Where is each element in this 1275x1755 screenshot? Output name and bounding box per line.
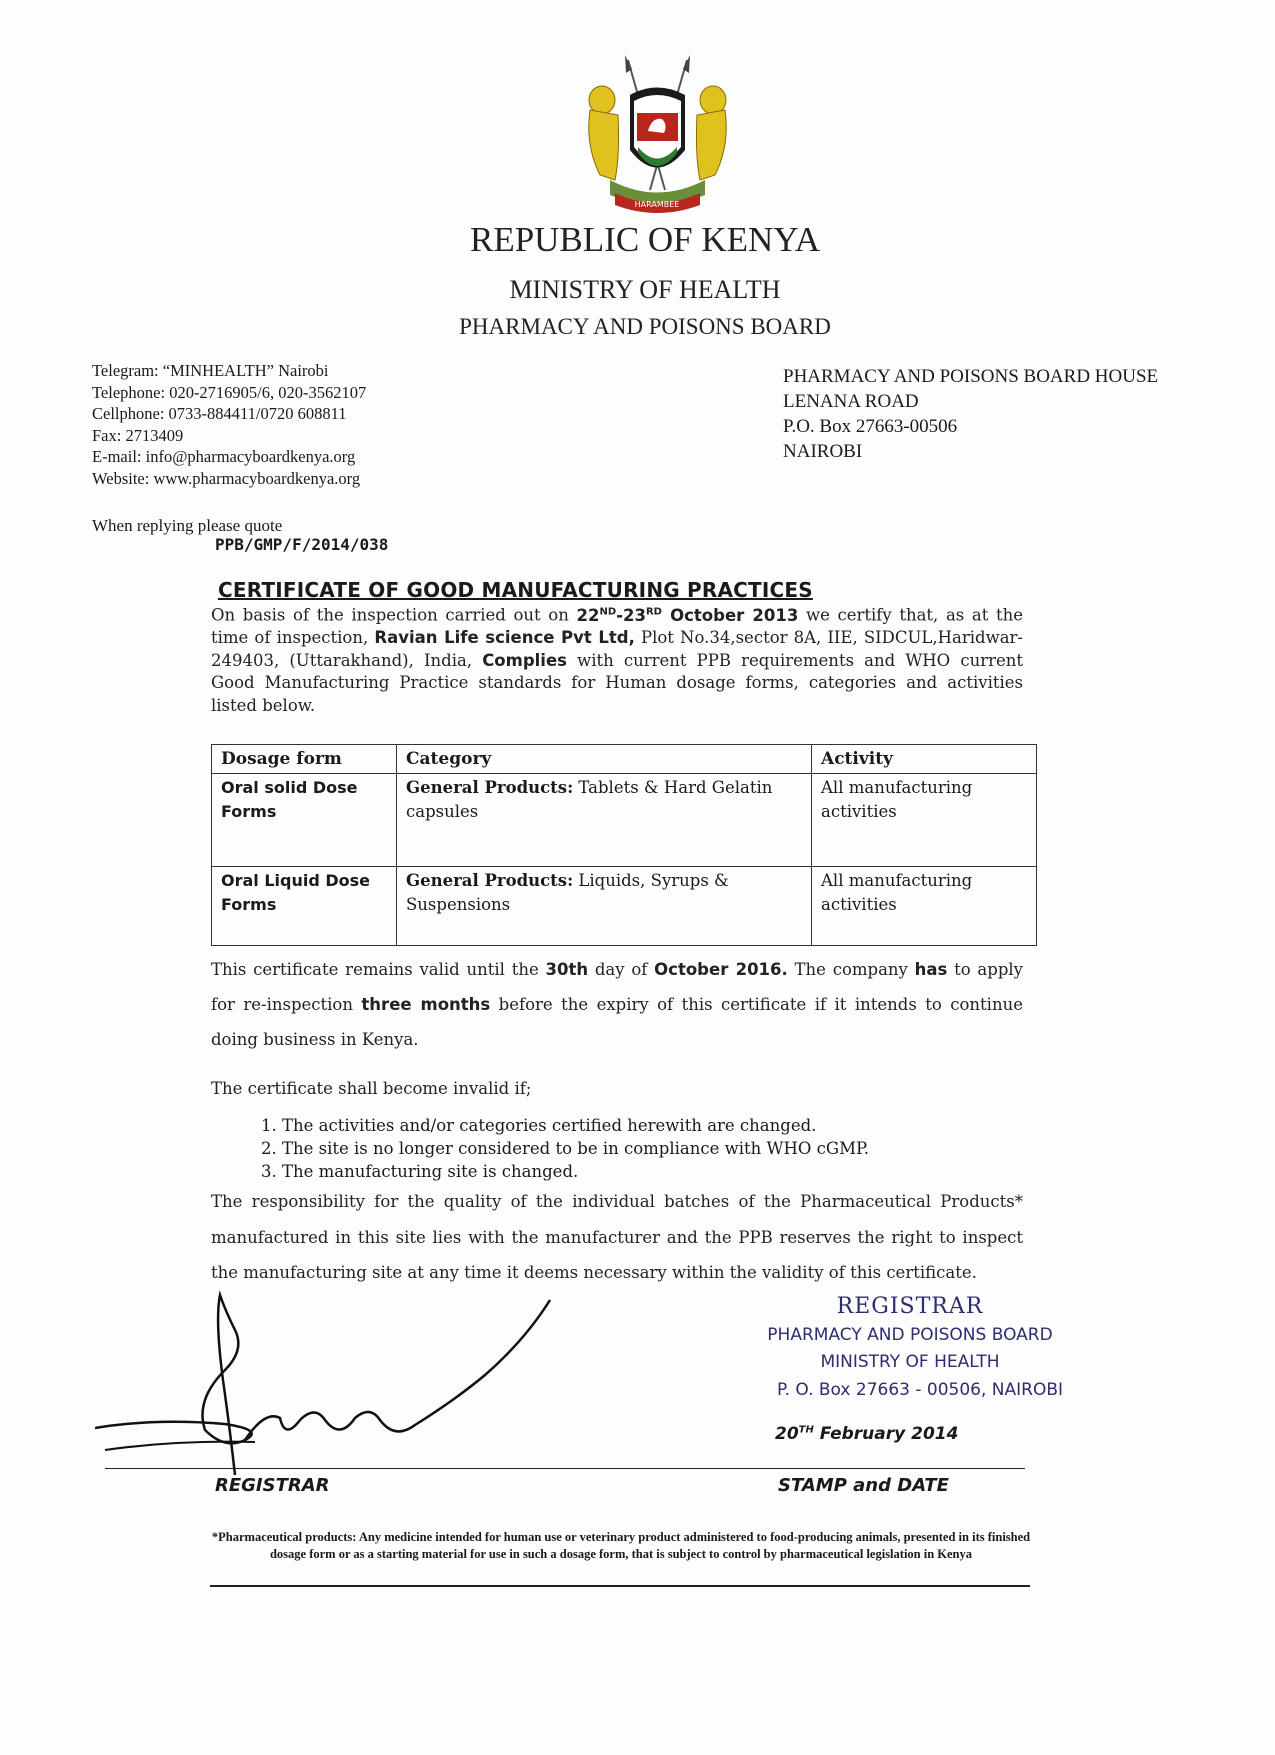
address-line: PHARMACY AND POISONS BOARD HOUSE bbox=[783, 366, 1159, 387]
validity-text: day of bbox=[588, 960, 655, 979]
website: Website: www.pharmacyboardkenya.org bbox=[92, 468, 361, 488]
stamp-registrar: REGISTRAR bbox=[836, 1294, 984, 1319]
column-header: Activity bbox=[812, 745, 1037, 774]
gmp-scope-table bbox=[211, 744, 1037, 946]
has-word: has bbox=[914, 960, 948, 979]
signature-line bbox=[105, 1468, 1025, 1469]
responsibility-paragraph: The responsibility for the quality of the individual batches of the Pharmaceutical Products* manufactured in this site lies with the manufacturer and the PPB reserves the right to inspect the manufacturing site at any time it deems necessary within the validity of this certificate. bbox=[211, 1192, 1023, 1282]
category-text: Liquids, Syrups & Suspensions bbox=[406, 871, 729, 914]
list-item: 2. The site is no longer considered to be in compliance with WHO cGMP. bbox=[282, 1137, 869, 1160]
address-line: LENANA ROAD bbox=[783, 391, 919, 412]
footnote-rule bbox=[210, 1585, 1030, 1587]
complies-word: Complies bbox=[482, 650, 567, 670]
activity-cell: All manufacturing activities bbox=[812, 867, 1037, 946]
telephone: Telephone: 020-2716905/6, 020-3562107 bbox=[92, 382, 367, 402]
intro-text: we certify that, as at the time of inspection, bbox=[211, 605, 1023, 647]
ministry-heading: MINISTRY OF HEALTH bbox=[509, 275, 781, 304]
address-line: NAIROBI bbox=[783, 441, 863, 462]
invalidity-conditions bbox=[240, 1114, 869, 1183]
company-address: Plot No.34,sector 8A, IIE, SIDCUL,Haridwar-249403, (Uttarakhand), India, bbox=[211, 628, 1023, 670]
expiry-day: 30th bbox=[545, 960, 589, 979]
reply-label: When replying please quote bbox=[92, 516, 283, 535]
stamp-date-label: STAMP and DATE bbox=[778, 1475, 949, 1496]
dosage-form-cell: Oral Liquid Dose Forms bbox=[212, 867, 397, 946]
dosage-form-cell: Oral solid Dose Forms bbox=[212, 774, 397, 867]
date-day: 22 bbox=[576, 605, 600, 625]
stamp-ministry: MINISTRY OF HEALTH bbox=[820, 1352, 1000, 1372]
column-header: Dosage form bbox=[212, 745, 397, 774]
validity-paragraph bbox=[211, 952, 1023, 1057]
coat-of-arms-emblem bbox=[580, 55, 735, 220]
intro-text: On basis of the inspection carried out on bbox=[211, 605, 577, 625]
reference-number: PPB/GMP/F/2014/038 bbox=[215, 535, 389, 554]
address-line: P.O. Box 27663-00506 bbox=[783, 416, 958, 437]
certificate-title: CERTIFICATE OF GOOD MANUFACTURING PRACTICES bbox=[218, 578, 813, 602]
inspection-date bbox=[577, 606, 799, 625]
reinspection-period: three months bbox=[361, 995, 491, 1014]
email: E-mail: info@pharmacyboardkenya.org bbox=[92, 447, 356, 466]
intro-text: with current PPB requirements and WHO current Good Manufacturing Practice standards for Human dosage forms, categories and activities listed below. bbox=[211, 650, 1023, 715]
validity-text: to apply for re-inspection bbox=[211, 960, 1023, 1014]
date-suffix: ND bbox=[599, 606, 617, 617]
date-suffix: TH bbox=[798, 1424, 814, 1436]
stamp-board: PHARMACY AND POISONS BOARD bbox=[767, 1325, 1053, 1345]
validity-text: The company bbox=[787, 960, 915, 979]
cellphone: Cellphone: 0733-884411/0720 608811 bbox=[92, 404, 347, 423]
category-label: General Products: bbox=[406, 778, 574, 797]
stamp-address: P. O. Box 27663 - 00506, NAIROBI bbox=[776, 1380, 1064, 1400]
company-name: Ravian Life science Pvt Ltd, bbox=[374, 628, 635, 647]
date-day: 20 bbox=[775, 1424, 799, 1444]
list-item: 3. The manufacturing site is changed. bbox=[282, 1160, 869, 1183]
date-suffix: RD bbox=[645, 606, 662, 617]
invalid-intro: The certificate shall become invalid if; bbox=[211, 1079, 532, 1098]
validity-text: This certificate remains valid until the bbox=[211, 960, 546, 979]
certificate-intro bbox=[211, 601, 1023, 717]
expiry-month-year: October 2016. bbox=[654, 960, 788, 979]
table-header-row bbox=[212, 745, 1037, 774]
registrar-label: REGISTRAR bbox=[215, 1475, 330, 1496]
category-label: General Products: bbox=[406, 871, 574, 890]
date-month-year: February 2014 bbox=[813, 1424, 959, 1444]
category-cell bbox=[397, 867, 812, 946]
table-row bbox=[212, 774, 1037, 867]
date-month-year: October 2013 bbox=[661, 605, 799, 625]
category-cell bbox=[397, 774, 812, 867]
issue-date bbox=[775, 1424, 958, 1444]
telegram: Telegram: “MINHEALTH” Nairobi bbox=[92, 361, 329, 380]
list-item: 1. The activities and/or categories certified herewith are changed. bbox=[282, 1114, 869, 1137]
activity-cell: All manufacturing activities bbox=[812, 774, 1037, 867]
postal-address bbox=[783, 364, 1158, 464]
country-heading: REPUBLIC OF KENYA bbox=[469, 220, 821, 259]
crest-motto: HARAMBEE bbox=[634, 200, 680, 209]
validity-text: before the expiry of this certificate if it intends to continue doing business in Kenya. bbox=[211, 995, 1023, 1049]
date-sep: -23 bbox=[616, 605, 646, 625]
footnote: *Pharmaceutical products: Any medicine intended for human use or veterinary product administered to food-producing animals, presented in its finished dosage form or as a starting material for use in such a dosage form, that is subject to control by pharmaceutical legislation in Kenya bbox=[211, 1530, 1031, 1561]
board-heading: PHARMACY AND POISONS BOARD bbox=[459, 314, 831, 339]
contact-details bbox=[92, 360, 366, 489]
fax: Fax: 2713409 bbox=[92, 425, 184, 445]
table-row bbox=[212, 867, 1037, 946]
registrar-signature bbox=[95, 1290, 615, 1490]
category-text: Tablets & Hard Gelatin capsules bbox=[406, 778, 773, 821]
column-header: Category bbox=[397, 745, 812, 774]
